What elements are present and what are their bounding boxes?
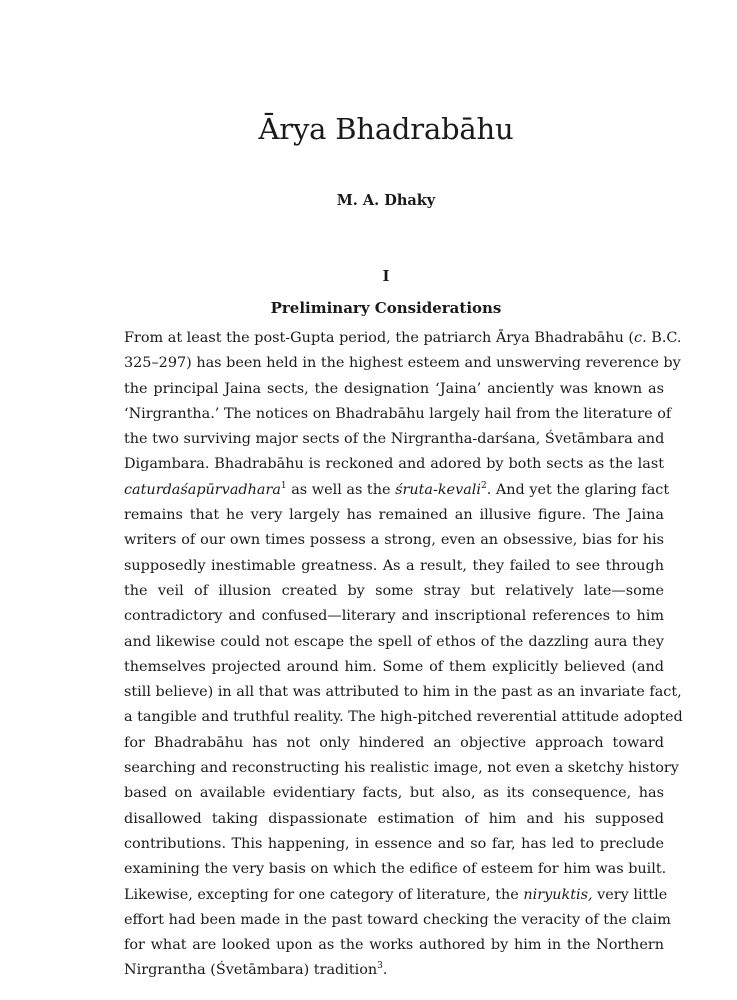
text-run: disallowed taking dispassionate estimation of him and his supposed: [124, 810, 664, 827]
text-run: writers of our own times possess a strong, even an obsessive, bias for his: [124, 532, 664, 549]
text-run: B.C.: [646, 330, 682, 346]
text-line: [124, 857, 667, 882]
text-run: the veil of illusion created by some stray but relatively late—some: [124, 582, 664, 599]
text-line: [124, 705, 683, 730]
footnote-marker: 1: [280, 480, 287, 491]
text-line: [124, 604, 664, 629]
text-run: themselves projected around him. Some of them explicitly believed (and: [124, 658, 664, 675]
text-run: still believe) in all that was attributed to him in the past as an invariate fact,: [124, 684, 682, 701]
text-line: [124, 579, 664, 604]
text-run: remains that he very largely has remained an illusive figure. The Jaina: [124, 507, 664, 524]
text-line: [124, 908, 671, 933]
text-run: based on available evidentiary facts, but also, as its consequence, has: [124, 785, 664, 802]
text-run: From at least the post-Gupta period, the patriarch Ārya Bhadrabāhu (: [124, 330, 635, 346]
text-line: [124, 781, 664, 806]
text-line: [124, 832, 664, 857]
author-name: M. A. Dhaky: [336, 192, 436, 209]
text-run: searching and reconstructing his realistic image, not even a sketchy history: [124, 760, 679, 777]
text-run: the principal Jaina sects, the designation ‘Jaina’ anciently was known as: [124, 380, 664, 397]
text-run: supposedly inestimable greatness. As a result, they failed to see through: [124, 557, 664, 574]
text-run: for what are looked upon as the works authored by him in the Northern: [124, 937, 664, 954]
text-run: and likewise could not escape the spell of ethos of the dazzling aura they: [124, 633, 664, 650]
text-run: 325–297) has been held in the highest esteem and unswerving reverence by: [124, 355, 681, 372]
text-line: [124, 807, 664, 832]
text-line: [124, 351, 681, 376]
text-line: [124, 933, 664, 958]
text-run: Digambara. Bhadrabāhu is reckoned and adored by both sects as the last: [124, 456, 664, 473]
text-run: contradictory and confused—literary and inscriptional references to him: [124, 608, 664, 625]
text-line: [124, 756, 679, 781]
text-run: effort had been made in the past toward checking the veracity of the claim: [124, 911, 671, 928]
text-run: . And yet the glaring fact: [486, 481, 670, 498]
text-line: [124, 452, 664, 477]
text-run: for Bhadrabāhu has not only hindered an objective approach toward: [124, 734, 664, 751]
text-run: as well as the: [286, 481, 396, 498]
italic-term: caturdaśapūrvadhara: [124, 481, 281, 498]
text-run: Nirgrantha (Śvetāmbara) tradition: [124, 962, 378, 979]
text-run: Likewise, excepting for one category of literature, the: [124, 886, 524, 903]
text-line: [124, 377, 664, 402]
text-line: [124, 630, 664, 655]
text-line: [124, 655, 664, 680]
text-line: [124, 478, 670, 503]
italic-term: śruta-kevali: [395, 481, 481, 498]
text-line: [124, 731, 664, 756]
section-heading: Preliminary Considerations: [270, 299, 502, 317]
text-run: ‘Nirgrantha.’ The notices on Bhadrabāhu largely hail from the literature of: [124, 405, 672, 422]
text-line: [124, 883, 668, 908]
text-run: contributions. This happening, in essence and so far, has led to preclude: [124, 835, 664, 852]
text-run: examining the very basis on which the edifice of esteem for him was built.: [124, 861, 667, 878]
text-line: [124, 528, 664, 553]
italic-term: niryuktis,: [523, 886, 593, 903]
text-line: [124, 427, 664, 452]
text-line: [124, 326, 682, 351]
text-line: [124, 958, 664, 983]
text-run: .: [382, 962, 388, 979]
section-number: I: [382, 268, 390, 285]
text-line: [124, 503, 664, 528]
text-run: very little: [592, 886, 668, 903]
body-paragraph: [124, 326, 683, 984]
text-line: [124, 680, 682, 705]
text-run: the two surviving major sects of the Nirgrantha-darśana, Śvetāmbara and: [124, 431, 665, 448]
text-line: [124, 402, 672, 427]
footnote-marker: 3: [377, 961, 383, 972]
text-line: [124, 554, 664, 579]
text-run: a tangible and truthful reality. The high-pitched reverential attitude adopted: [124, 709, 683, 726]
footnote-marker: 2: [481, 480, 487, 491]
italic-term: c.: [634, 330, 647, 346]
article-title: Ārya Bhadrabāhu: [258, 112, 514, 146]
